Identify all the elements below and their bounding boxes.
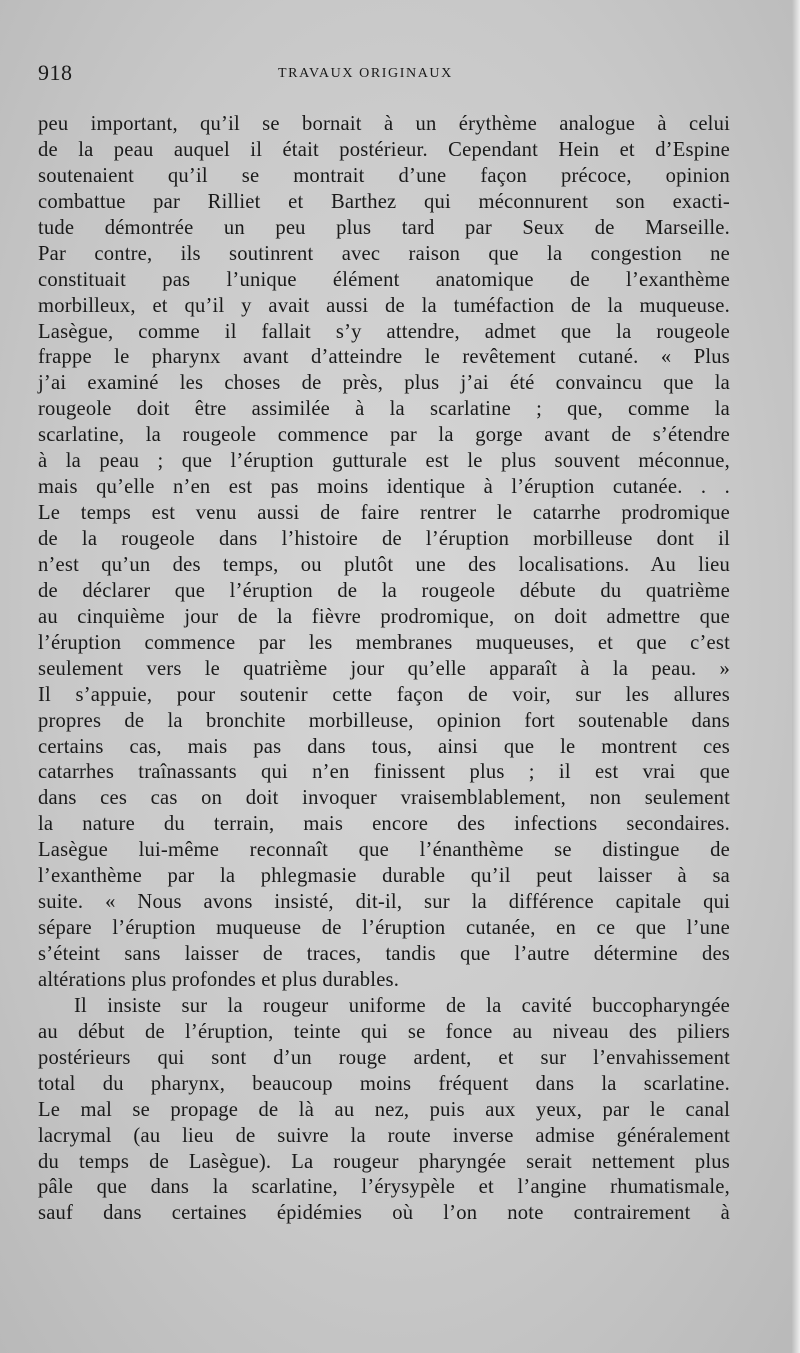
text-line: de la rougeole dans l’histoire de l’éruption morbilleuse dont il bbox=[38, 528, 730, 550]
running-title: TRAVAUX ORIGINAUX bbox=[278, 66, 453, 81]
text-line: dans ces cas on doit invoquer vraisemblablement, non seulement bbox=[38, 787, 730, 810]
text-line: certains cas, mais pas dans tous, ainsi que le montrent ces bbox=[38, 735, 730, 758]
text-line: seulement vers le quatrième jour qu’elle apparaît à la peau. » bbox=[38, 657, 730, 680]
text-line: peu important, qu’il se bornait à un érythème analogue à celui bbox=[38, 113, 730, 135]
page-number: 918 bbox=[38, 60, 73, 85]
page-header bbox=[38, 60, 738, 90]
text-line: morbilleux, et qu’il y avait aussi de la tuméfaction de la muqueuse. bbox=[38, 294, 730, 317]
text-line: du temps de Lasègue). La rougeur pharyngée serait nettement plus bbox=[38, 1150, 730, 1173]
text-line: de la peau auquel il était postérieur. Cependant Hein et d’Espine bbox=[38, 138, 730, 161]
text-line: suite. « Nous avons insisté, dit-il, sur la différence capitale qui bbox=[38, 891, 730, 914]
text-line: de déclarer que l’éruption de la rougeole débute du quatrième bbox=[38, 579, 730, 602]
text-line: sauf dans certaines épidémies où l’on note contrairement à bbox=[38, 1202, 730, 1225]
text-line: Le mal se propage de là au nez, puis aux yeux, par le canal bbox=[38, 1098, 730, 1121]
text-line: Il s’appuie, pour soutenir cette façon de voir, sur les allures bbox=[38, 683, 730, 706]
text-line: constituait pas l’unique élément anatomique de l’exanthème bbox=[38, 268, 730, 291]
text-line: mais qu’elle n’en est pas moins identique à l’éruption cutanée. . . bbox=[38, 476, 730, 499]
text-line: combattue par Rilliet et Barthez qui méconnurent son exacti- bbox=[38, 190, 730, 213]
text-line: lacrymal (au lieu de suivre la route inverse admise généralement bbox=[38, 1124, 730, 1147]
text-line: propres de la bronchite morbilleuse, opinion fort soutenable dans bbox=[38, 709, 730, 732]
text-line: Par contre, ils soutinrent avec raison que la congestion ne bbox=[38, 242, 730, 265]
text-line: sépare l’éruption muqueuse de l’éruption cutanée, en ce que l’une bbox=[38, 917, 730, 940]
text-line: Le temps est venu aussi de faire rentrer le catarrhe prodromique bbox=[38, 502, 730, 525]
text-line: l’éruption commence par les membranes muqueuses, et que c’est bbox=[38, 631, 730, 654]
paragraph-start-line: Il insiste sur la rougeur uniforme de la cavité buccopharyngée bbox=[74, 994, 730, 1017]
text-line: à la peau ; que l’éruption gutturale est le plus souvent méconnue, bbox=[38, 450, 730, 473]
text-line: postérieurs qui sont d’un rouge ardent, et sur l’envahissement bbox=[38, 1046, 730, 1069]
text-line: pâle que dans la scarlatine, l’érysypèle et l’angine rhumatismale, bbox=[38, 1176, 730, 1199]
text-line: soutenaient qu’il se montrait d’une façon précoce, opinion bbox=[38, 164, 730, 187]
text-line: s’éteint sans laisser de traces, tandis que l’autre détermine des bbox=[38, 943, 730, 965]
text-line: Lasègue, comme il fallait s’y attendre, admet que la rougeole bbox=[38, 320, 730, 343]
text-line: scarlatine, la rougeole commence par la gorge avant de s’étendre bbox=[38, 424, 730, 447]
body-text bbox=[38, 112, 730, 1227]
text-line: catarrhes traînassants qui n’en finissent plus ; il est vrai que bbox=[38, 761, 730, 784]
text-line: n’est qu’un des temps, ou plutôt une des localisations. Au lieu bbox=[38, 553, 730, 576]
paragraph-end-line: altérations plus profondes et plus durables. bbox=[38, 968, 400, 991]
text-line: tude démontrée un peu plus tard par Seux de Marseille. bbox=[38, 216, 730, 239]
text-line: Lasègue lui-même reconnaît que l’énanthème se distingue de bbox=[38, 839, 730, 862]
text-line: frappe le pharynx avant d’atteindre le revêtement cutané. « Plus bbox=[38, 346, 730, 369]
text-line: j’ai examiné les choses de près, plus j’ai été convaincu que la bbox=[38, 372, 730, 395]
page-edge bbox=[792, 0, 800, 1353]
text-line: au début de l’éruption, teinte qui se fonce au niveau des piliers bbox=[38, 1020, 730, 1043]
text-line: l’exanthème par la phlegmasie durable qu’il peut laisser à sa bbox=[38, 865, 730, 888]
text-line: la nature du terrain, mais encore des infections secondaires. bbox=[38, 813, 730, 836]
text-line: rougeole doit être assimilée à la scarlatine ; que, comme la bbox=[38, 398, 730, 421]
text-line: total du pharynx, beaucoup moins fréquent dans la scarlatine. bbox=[38, 1072, 730, 1095]
text-line: au cinquième jour de la fièvre prodromique, on doit admettre que bbox=[38, 605, 730, 628]
